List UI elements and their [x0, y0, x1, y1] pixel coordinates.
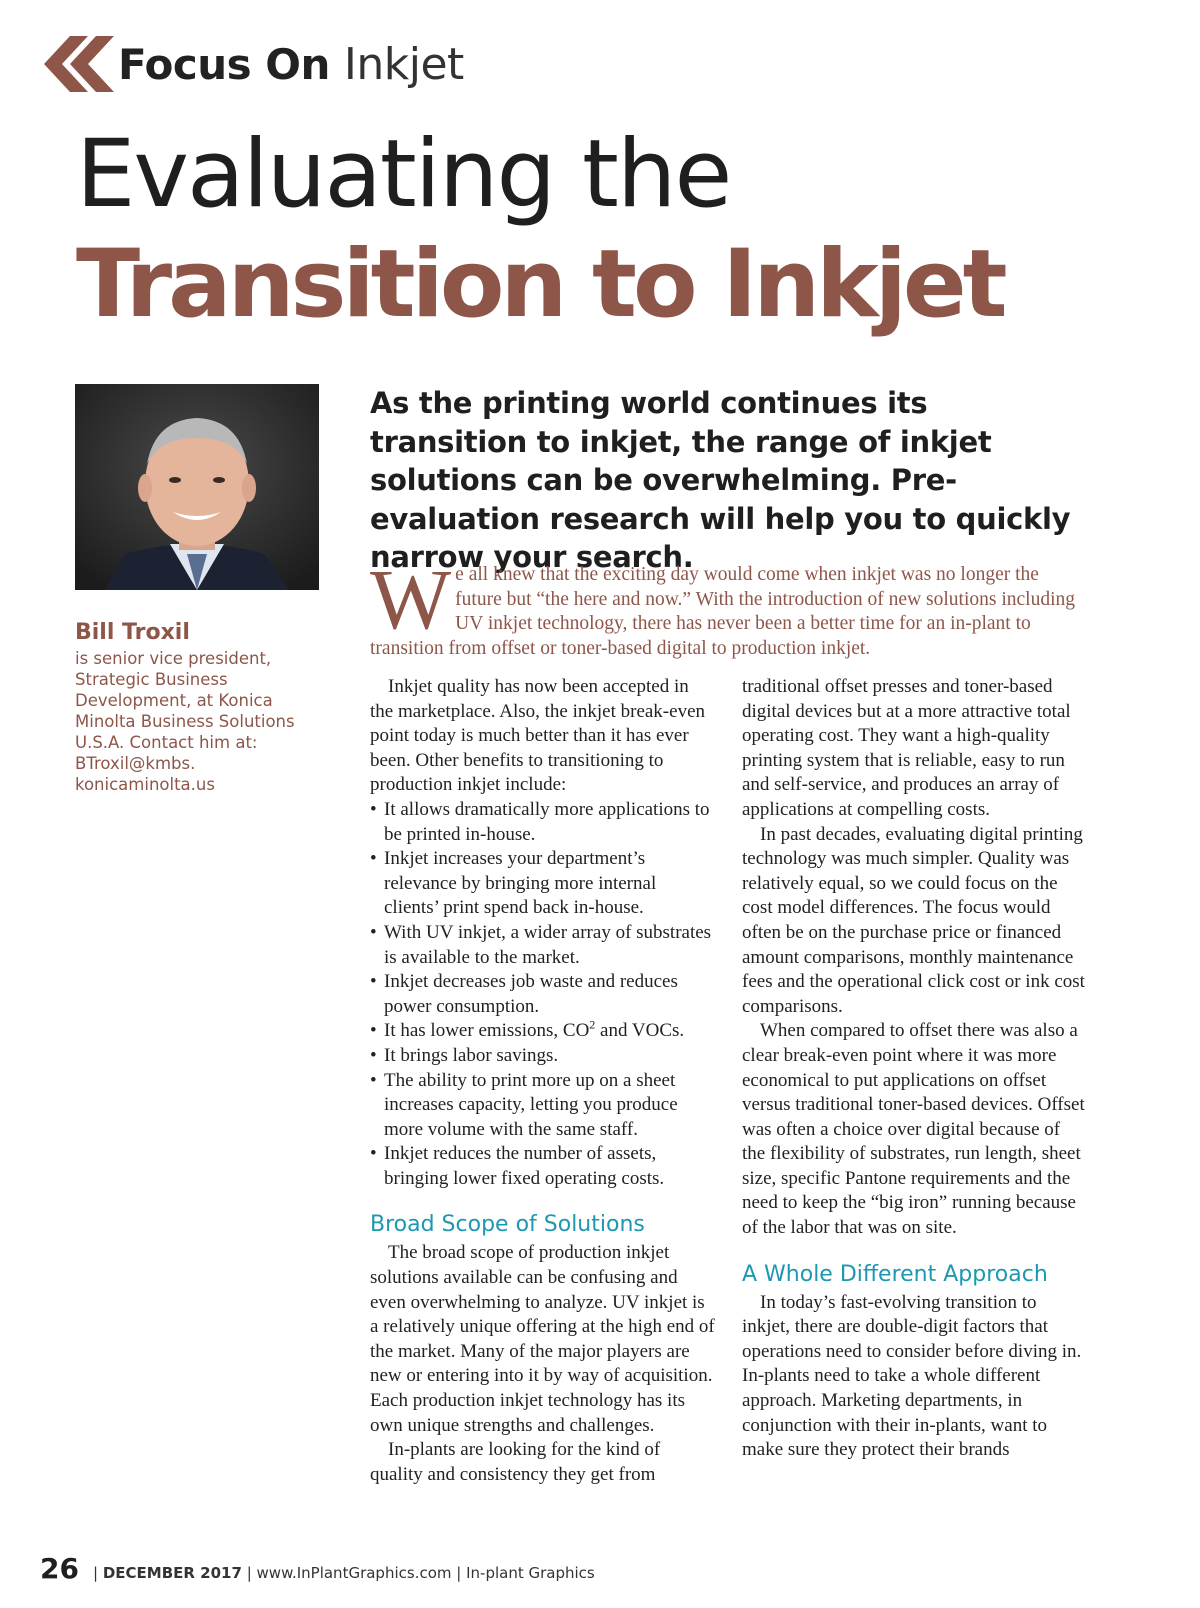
footer-issue: DECEMBER 2017 — [102, 1564, 242, 1582]
section-tag — [44, 34, 464, 94]
list-item: • With UV inkjet, a wider array of substrates is available to the market. — [370, 921, 715, 970]
subhead-different-approach: A Whole Different Approach — [742, 1261, 1048, 1287]
body-paragraph: traditional offset presses and toner-based digital devices but at a more attractive total operating cost. They want a high-quality printing system that is reliable, easy to run and self-service, and produces an array of applications at compelling costs. — [742, 676, 1071, 820]
list-item: • Inkjet reduces the number of assets, bringing lower fixed operating costs. — [370, 1142, 715, 1191]
superscript: 2 — [589, 1017, 596, 1032]
footer-separator: | — [246, 1564, 252, 1582]
author-name: Bill Troxil — [75, 620, 190, 645]
double-chevron-left-icon — [44, 36, 114, 92]
footer-separator: | — [456, 1564, 462, 1582]
body-paragraph: In-plants are looking for the kind of quality and consistency they get from — [370, 1439, 661, 1485]
section-tag-bold: Focus On — [118, 39, 330, 89]
body-paragraph: In today’s fast-evolving transition to inkjet, there are double-digit factors that operations need to consider before diving in. In-plants need to take a whole different approach. Marketing departments, in conjunction with their in-plants, want to make sure they protect their brands — [742, 1291, 1082, 1461]
footer-website: www.InPlantGraphics.com — [256, 1564, 452, 1582]
body-column-right — [742, 675, 1087, 1463]
page-number: 26 — [40, 1552, 79, 1585]
list-item: • Inkjet decreases job waste and reduces power consumption. — [370, 970, 715, 1019]
article-deck: As the printing world continues its transition to inkjet, the range of inkjet solutions can be overwhelming. Pre-evaluation research will help you to quickly narrow your search. — [370, 386, 1071, 574]
footer-publication: In-plant Graphics — [466, 1564, 595, 1582]
list-item-text: It has lower emissions, CO — [384, 1020, 590, 1042]
author-photo — [75, 384, 319, 590]
lede-text: e all knew that the exciting day would come when inkjet was no longer the future but “the here and now.” With the introduction of new solutions including UV inkjet technology, there has never been a better time for an in-plant to transition from offset or toner-based digital to production inkjet. — [370, 564, 1076, 659]
list-item-tail: and VOCs. — [595, 1020, 685, 1042]
headline-line-2: Transition to Inkjet — [76, 230, 1004, 339]
list-item: • The ability to print more up on a sheet increases capacity, letting you produce more volume with the same staff. — [370, 1069, 715, 1143]
body-paragraph: In past decades, evaluating digital printing technology was much simpler. Quality was relatively equal, so we could focus on the cost model differences. The focus would often be on the purchase price or financed amount comparisons, monthly maintenance fees and the operational click cost or ink cost comparisons. — [742, 823, 1085, 1017]
headline-line-1: Evaluating the — [76, 120, 731, 229]
subhead-broad-scope: Broad Scope of Solutions — [370, 1212, 645, 1238]
page-footer — [40, 1552, 595, 1585]
benefits-list — [370, 798, 715, 1192]
list-item: • It brings labor savings. — [370, 1044, 715, 1069]
body-paragraph: When compared to offset there was also a clear break-even point where it was more economical to put applications on offset versus traditional toner-based devices. Offset was often a choice over digital because of the flexibility of substrates, run length, sheet size, specific Pantone requirements and the need to keep the “big iron” running because of the labor that was on site. — [742, 1020, 1085, 1239]
body-paragraph: Inkjet quality has now been accepted in the marketplace. Also, the inkjet break-even point today is much better than it has ever been. Other benefits to transitioning to production inkjet include: — [370, 676, 706, 796]
body-paragraph: The broad scope of production inkjet solutions available can be confusing and even overwhelming to analyze. UV inkjet is a relatively unique offering at the high end of the market. Many of the major players are new or entering into it by way of acquisition. Each production inkjet technology has its own unique strengths and challenges. — [370, 1242, 715, 1436]
section-tag-light: Inkjet — [343, 38, 464, 90]
list-item: • It allows dramatically more applications to be printed in-house. — [370, 798, 715, 847]
list-item — [370, 1019, 715, 1044]
body-column-left — [370, 675, 715, 1487]
article-lede — [370, 551, 1090, 661]
footer-info — [93, 1564, 595, 1582]
footer-separator: | — [92, 1564, 99, 1582]
author-bio: is senior vice president, Strategic Business Development, at Konica Minolta Business Solutions U.S.A. Contact him at: BTroxil@kmbs. konicaminolta.us — [75, 649, 295, 794]
drop-cap: W — [370, 551, 452, 647]
list-item: • Inkjet increases your department’s relevance by bringing more internal clients’ print spend back in-house. — [370, 847, 715, 921]
